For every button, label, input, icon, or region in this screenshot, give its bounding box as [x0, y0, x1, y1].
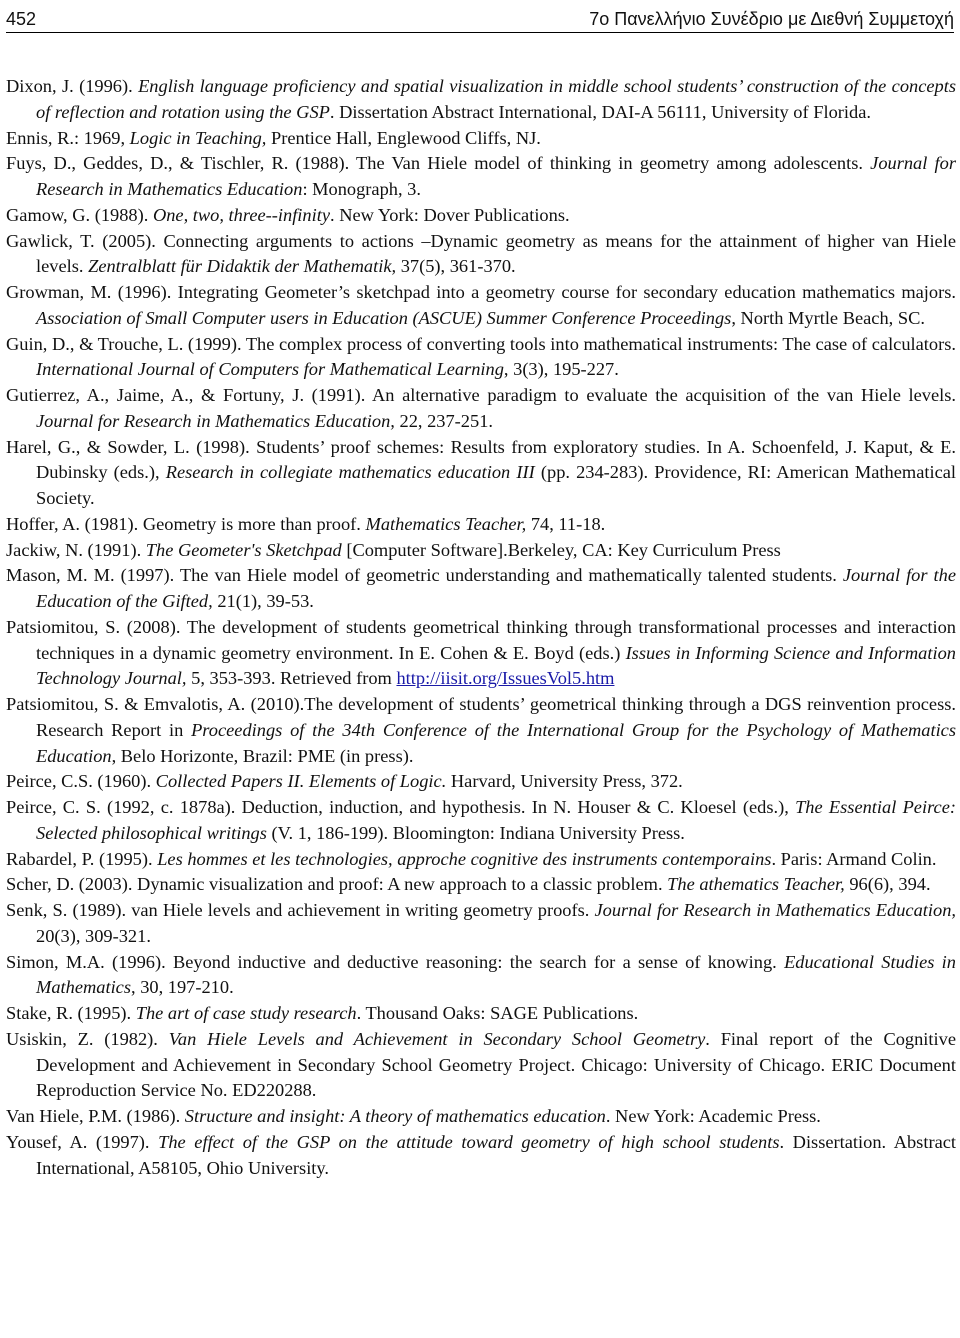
reference-entry	[6, 898, 956, 950]
reference-entry	[6, 229, 956, 281]
reference-entry	[6, 512, 956, 538]
reference-text: Dixon, J. (1996).	[6, 76, 139, 96]
reference-text: Rabardel, P. (1995).	[6, 848, 158, 869]
reference-text: . New York: Dover Publications.	[330, 204, 570, 225]
reference-italic-text: The athematics Teacher,	[667, 874, 845, 895]
reference-italic-text: Association of Small Computer users in Education (ASCUE) Summer Conference Proceedings	[36, 307, 732, 328]
reference-text: . Final report of the Cognitive Development and Achievement in Secondary School Geometry Project. Chicago: University of Chicago. ERIC Document Reproduction Service No. ED220288.	[36, 1028, 956, 1101]
reference-entry	[6, 1130, 956, 1182]
reference-text: . New York: Academic Press.	[605, 1106, 821, 1126]
reference-text: Usiskin, Z. (1982).	[6, 1028, 169, 1049]
reference-text: Senk, S. (1989). van Hiele levels and achievement in writing geometry proofs.	[6, 900, 595, 920]
reference-text: , North Myrtle Beach, SC.	[731, 307, 925, 328]
reference-text: 20(3), 309-321.	[36, 925, 151, 946]
reference-text: Stake, R. (1995).	[6, 1003, 136, 1023]
reference-link[interactable]: http://iisit.org/IssuesVol5.htm	[396, 668, 615, 689]
reference-text: : Monograph, 3.	[302, 179, 421, 199]
reference-entry	[6, 950, 956, 1002]
reference-text: Jackiw, N. (1991).	[6, 539, 146, 560]
reference-entry	[6, 692, 956, 769]
reference-text: 22, 237-251.	[394, 410, 493, 431]
reference-text: [Computer Software].Berkeley, CA: Key Curriculum Press	[341, 539, 781, 560]
reference-text: Mason, M. M. (1997). The van Hiele model of geometric understanding and mathematically talented students.	[6, 565, 843, 586]
reference-text: , 30, 197-210.	[131, 977, 234, 998]
page-number: 452	[6, 9, 37, 29]
reference-italic-text: Logic in Teaching,	[129, 127, 267, 148]
reference-text: Gamow, G. (1988).	[6, 204, 153, 225]
reference-text: Scher, D. (2003). Dynamic visualization and proof: A new approach to a classic problem.	[6, 874, 668, 895]
reference-text: Harvard, University Press, 372.	[446, 771, 683, 792]
reference-text: Simon, M.A. (1996). Beyond inductive and deductive reasoning: the search for a sense of knowing.	[6, 951, 785, 972]
reference-italic-text: The effect of the GSP on the attitude toward geometry of high school students	[158, 1131, 780, 1152]
reference-italic-text: Collected Papers II. Elements of Logic.	[155, 771, 447, 792]
reference-text: (pp. 234-283). Providence, RI: American Mathematical Society.	[36, 462, 957, 508]
reference-entry	[6, 332, 956, 384]
reference-italic-text: The art of case study research	[135, 1003, 357, 1023]
reference-italic-text: Journal for Research in Mathematics Education	[36, 153, 956, 199]
reference-italic-text: Journal for Research in Mathematics Education,	[36, 410, 395, 431]
reference-text: . Dissertation. Abstract International, A58105, Ohio University.	[36, 1131, 957, 1178]
reference-italic-text: Journal for Research in Mathematics Education,	[594, 900, 956, 920]
reference-text: . Dissertation Abstract International, DAI-A 56111, University of Florida.	[329, 101, 871, 122]
reference-entry	[6, 769, 956, 795]
reference-text: Growman, M. (1996). Integrating Geometer’s sketchpad into a geometry course for secondary education mathematics majors.	[6, 282, 956, 302]
reference-text: Prentice Hall, Englewood Cliffs, NJ.	[266, 127, 541, 148]
reference-text: 21(1), 39-53.	[212, 591, 314, 611]
page-header	[6, 4, 954, 33]
reference-italic-text: Proceedings of the 34th Conference of the International Group for the Psychology of Mathematics Education	[36, 719, 956, 766]
reference-entry	[6, 872, 956, 898]
reference-entry	[6, 538, 956, 564]
reference-entry	[6, 795, 956, 847]
reference-entry	[6, 151, 956, 203]
reference-text: 5, 353-393. Retrieved from	[186, 668, 397, 689]
reference-entry	[6, 1027, 956, 1104]
reference-text: Hoffer, A. (1981). Geometry is more than proof.	[6, 513, 366, 534]
reference-entry	[6, 615, 956, 692]
reference-text: Van Hiele, P.M. (1986).	[6, 1106, 185, 1126]
reference-italic-text: The Essential Peirce: Selected philosophical writings	[36, 797, 956, 843]
reference-text: Patsiomitou, S. & Emvalotis, A. (2010).The development of students’ geometrical thinking through a DGS reinvention process. Research Report in	[6, 694, 956, 740]
reference-text: Yousef, A. (1997).	[6, 1131, 159, 1152]
reference-entry	[6, 74, 956, 126]
reference-text: 96(6), 394.	[844, 874, 931, 895]
reference-text: Harel, G., & Sowder, L. (1998). Students’ proof schemes: Results from exploratory studies. In A. Schoenfeld, J. Kaput, & E. Dubinsky (eds.),	[6, 436, 956, 483]
reference-text: Patsiomitou, S. (2008). The development of students geometrical thinking through transformational processes and interaction techniques in a dynamic geometry environment. In E. Cohen & E. Boyd (eds.)	[6, 616, 956, 663]
reference-italic-text: The Geometer's Sketchpad	[145, 539, 342, 560]
reference-italic-text: Structure and insight: A theory of mathematics education	[184, 1106, 606, 1126]
reference-text: Fuys, D., Geddes, D., & Tischler, R. (1988). The Van Hiele model of thinking in geometry among adolescents.	[6, 153, 871, 174]
reference-text: , Belo Horizonte, Brazil: PME (in press).	[111, 745, 414, 766]
reference-italic-text: Journal for the Education of the Gifted,	[36, 565, 957, 611]
reference-text: (V. 1, 186-199). Bloomington: Indiana University Press.	[266, 822, 685, 843]
reference-entry	[6, 1001, 956, 1027]
reference-entry	[6, 1104, 956, 1130]
reference-italic-text: Mathematics Teacher,	[365, 513, 527, 534]
reference-text: 37(5), 361-370.	[396, 256, 516, 277]
reference-text: . Thousand Oaks: SAGE Publications.	[356, 1003, 639, 1023]
reference-text: Guin, D., & Trouche, L. (1999). The complex process of converting tools into mathematical instruments: The case of calculators.	[6, 333, 956, 354]
reference-text: Peirce, C.S. (1960).	[6, 771, 156, 792]
reference-italic-text: One, two, three--infinity	[152, 204, 330, 225]
reference-text: Peirce, C. S. (1992, c. 1878a). Deduction, induction, and hypothesis. In N. Houser & C. Kloesel (eds.),	[6, 797, 796, 817]
reference-italic-text: English language proficiency and spatial visualization in middle school students’ construction of the concepts of reflection and rotation using the GSP	[36, 76, 957, 122]
reference-text: 74, 11-18.	[526, 513, 606, 534]
reference-italic-text: Educational Studies in Mathematics	[36, 951, 956, 998]
reference-entry	[6, 383, 956, 435]
reference-italic-text: Issues in Informing Science and Information Technology Journal,	[36, 642, 956, 689]
reference-list	[6, 74, 956, 1181]
reference-text: Gawlick, T. (2005). Connecting arguments to actions –Dynamic geometry as means for the attainment of higher van Hiele levels.	[6, 230, 956, 277]
reference-entry	[6, 563, 956, 615]
reference-italic-text: Van Hiele Levels and Achievement in Secondary School Geometry	[168, 1028, 706, 1049]
reference-entry	[6, 847, 956, 873]
reference-entry	[6, 435, 956, 512]
running-title: 7ο Πανελλήνιο Συνέδριο με Διεθνή Συμμετοχή	[589, 9, 954, 29]
reference-text: Ennis, R.: 1969,	[6, 127, 130, 148]
reference-italic-text: International Journal of Computers for Mathematical Learning	[36, 359, 504, 380]
reference-entry	[6, 203, 956, 229]
reference-text: . Paris: Armand Colin.	[771, 848, 937, 869]
reference-entry	[6, 280, 956, 332]
reference-entry	[6, 126, 956, 152]
reference-italic-text: Les hommes et les technologies, approche cognitive des instruments contemporains	[157, 848, 772, 869]
reference-italic-text: Research in collegiate mathematics education III	[165, 462, 535, 483]
reference-text: , 3(3), 195-227.	[503, 359, 619, 380]
reference-italic-text: Zentralblatt für Didaktik der Mathematik,	[88, 256, 397, 277]
reference-text: Gutierrez, A., Jaime, A., & Fortuny, J. (1991). An alternative paradigm to evaluate the acquisition of the van Hiele levels.	[6, 385, 956, 405]
